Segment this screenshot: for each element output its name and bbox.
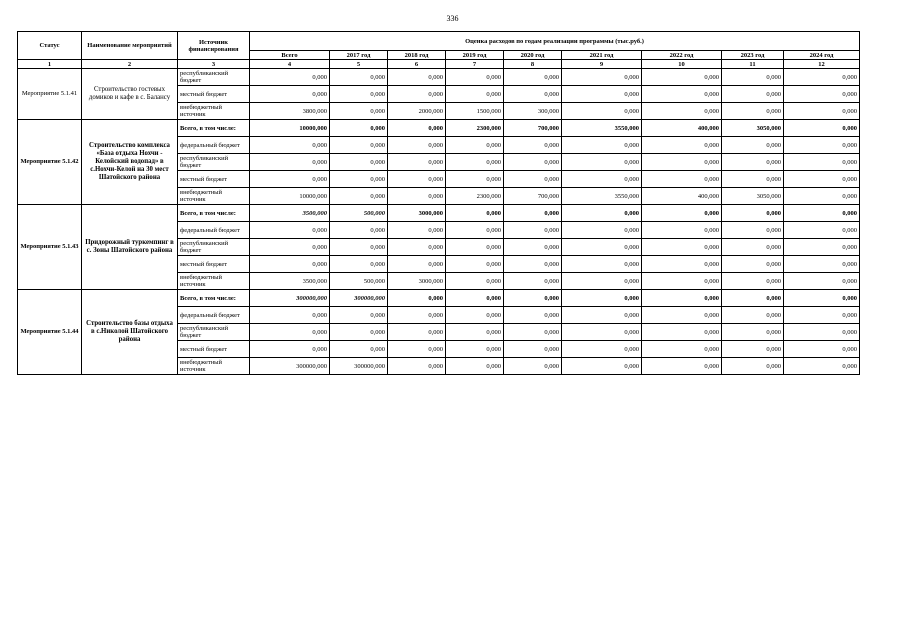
- value-cell: 0,000: [562, 256, 642, 273]
- funding-source-cell: внебюджетный источник: [178, 273, 250, 290]
- value-cell: 0,000: [250, 171, 330, 188]
- column-number: 12: [784, 60, 860, 69]
- header-status: Статус: [18, 32, 82, 60]
- value-cell: 0,000: [642, 205, 722, 222]
- value-cell: 0,000: [330, 307, 388, 324]
- column-number: 7: [446, 60, 504, 69]
- value-cell: 0,000: [250, 341, 330, 358]
- value-cell: 0,000: [250, 86, 330, 103]
- table-row: [18, 205, 860, 222]
- value-cell: 3000,000: [388, 205, 446, 222]
- value-cell: 0,000: [642, 256, 722, 273]
- value-cell: 0,000: [722, 256, 784, 273]
- value-cell: 0,000: [562, 205, 642, 222]
- value-cell: 300000,000: [330, 358, 388, 375]
- funding-source-cell: республиканский бюджет: [178, 154, 250, 171]
- value-cell: 400,000: [642, 120, 722, 137]
- value-cell: 0,000: [722, 307, 784, 324]
- value-cell: 0,000: [330, 341, 388, 358]
- value-cell: 0,000: [722, 103, 784, 120]
- header-name: Наименование мероприятий: [82, 32, 178, 60]
- value-cell: 0,000: [330, 239, 388, 256]
- value-cell: 0,000: [504, 273, 562, 290]
- value-cell: 0,000: [722, 154, 784, 171]
- value-cell: 3050,000: [722, 120, 784, 137]
- value-cell: 0,000: [330, 188, 388, 205]
- value-cell: 0,000: [504, 358, 562, 375]
- value-cell: 0,000: [562, 239, 642, 256]
- table-row: [18, 290, 860, 307]
- value-cell: 0,000: [642, 86, 722, 103]
- value-cell: 0,000: [504, 137, 562, 154]
- column-number: 10: [642, 60, 722, 69]
- status-cell: Мероприятие 5.1.44: [18, 290, 82, 375]
- column-number: 6: [388, 60, 446, 69]
- value-cell: 0,000: [562, 290, 642, 307]
- value-cell: 3050,000: [722, 188, 784, 205]
- header-year: 2023 год: [722, 51, 784, 60]
- value-cell: 0,000: [504, 324, 562, 341]
- value-cell: 10000,000: [250, 188, 330, 205]
- value-cell: 0,000: [388, 341, 446, 358]
- activity-name-cell: Строительство базы отдыха в с.Николой Шатойского района: [82, 290, 178, 375]
- funding-source-cell: республиканский бюджет: [178, 324, 250, 341]
- value-cell: 0,000: [642, 222, 722, 239]
- value-cell: 300,000: [504, 103, 562, 120]
- value-cell: 0,000: [446, 222, 504, 239]
- value-cell: 0,000: [330, 171, 388, 188]
- funding-source-cell: федеральный бюджет: [178, 137, 250, 154]
- value-cell: 0,000: [504, 256, 562, 273]
- funding-source-cell: местный бюджет: [178, 256, 250, 273]
- value-cell: 400,000: [642, 188, 722, 205]
- value-cell: 500,000: [330, 273, 388, 290]
- value-cell: 0,000: [388, 120, 446, 137]
- value-cell: 0,000: [642, 239, 722, 256]
- value-cell: 0,000: [722, 341, 784, 358]
- table-row: [18, 69, 860, 86]
- value-cell: 0,000: [504, 307, 562, 324]
- header-source: Источник финансирования: [178, 32, 250, 60]
- funding-source-cell: местный бюджет: [178, 86, 250, 103]
- value-cell: 3500,000: [250, 273, 330, 290]
- value-cell: 0,000: [784, 358, 860, 375]
- activity-name-cell: Строительство гостевых домиков и кафе в с. Балансу: [82, 69, 178, 120]
- column-numbers-row: [18, 60, 860, 69]
- funding-source-cell: федеральный бюджет: [178, 307, 250, 324]
- header-year: 2018 год: [388, 51, 446, 60]
- value-cell: 0,000: [784, 171, 860, 188]
- value-cell: 0,000: [642, 290, 722, 307]
- value-cell: 0,000: [784, 86, 860, 103]
- funding-source-cell: местный бюджет: [178, 341, 250, 358]
- value-cell: 0,000: [784, 307, 860, 324]
- value-cell: 0,000: [446, 290, 504, 307]
- value-cell: 0,000: [642, 341, 722, 358]
- activity-name-cell: Придорожный туркемпинг в с. Зоны Шатойского района: [82, 205, 178, 290]
- value-cell: 0,000: [562, 324, 642, 341]
- header-estimate: Оценка расходов по годам реализации программы (тыс.руб.): [250, 32, 860, 51]
- value-cell: 0,000: [722, 290, 784, 307]
- value-cell: 0,000: [330, 256, 388, 273]
- value-cell: 0,000: [330, 69, 388, 86]
- value-cell: 0,000: [562, 137, 642, 154]
- value-cell: 0,000: [330, 120, 388, 137]
- value-cell: 0,000: [250, 239, 330, 256]
- value-cell: 0,000: [504, 86, 562, 103]
- value-cell: 0,000: [642, 103, 722, 120]
- value-cell: 700,000: [504, 120, 562, 137]
- status-cell: Мероприятие 5.1.43: [18, 205, 82, 290]
- value-cell: 0,000: [562, 358, 642, 375]
- value-cell: 0,000: [330, 222, 388, 239]
- column-number: 3: [178, 60, 250, 69]
- value-cell: 0,000: [722, 137, 784, 154]
- value-cell: 0,000: [388, 290, 446, 307]
- value-cell: 0,000: [250, 69, 330, 86]
- value-cell: 0,000: [446, 171, 504, 188]
- value-cell: 0,000: [642, 273, 722, 290]
- header-year: 2021 год: [562, 51, 642, 60]
- funding-source-cell: Всего, в том числе:: [178, 290, 250, 307]
- value-cell: 0,000: [330, 324, 388, 341]
- value-cell: 2300,000: [446, 120, 504, 137]
- value-cell: 2000,000: [388, 103, 446, 120]
- value-cell: 0,000: [388, 222, 446, 239]
- value-cell: 0,000: [446, 239, 504, 256]
- value-cell: 3500,000: [250, 205, 330, 222]
- value-cell: 3550,000: [562, 188, 642, 205]
- value-cell: 0,000: [784, 69, 860, 86]
- value-cell: 0,000: [446, 86, 504, 103]
- value-cell: 0,000: [642, 154, 722, 171]
- value-cell: 0,000: [784, 341, 860, 358]
- value-cell: 500,000: [330, 205, 388, 222]
- activity-name-cell: Строительство комплекса «База отдыха Нохчи - Келойский водопад» в с.Нохчи-Келой на 30 мест Шатойского района: [82, 120, 178, 205]
- value-cell: 0,000: [784, 120, 860, 137]
- value-cell: 0,000: [784, 188, 860, 205]
- value-cell: 0,000: [784, 222, 860, 239]
- column-number: 2: [82, 60, 178, 69]
- column-number: 4: [250, 60, 330, 69]
- value-cell: 0,000: [388, 256, 446, 273]
- header-year: 2022 год: [642, 51, 722, 60]
- value-cell: 1500,000: [446, 103, 504, 120]
- value-cell: 0,000: [784, 256, 860, 273]
- value-cell: 0,000: [784, 154, 860, 171]
- value-cell: 0,000: [446, 137, 504, 154]
- value-cell: 3000,000: [388, 273, 446, 290]
- value-cell: 0,000: [504, 290, 562, 307]
- column-number: 8: [504, 60, 562, 69]
- value-cell: 0,000: [722, 273, 784, 290]
- value-cell: 0,000: [784, 205, 860, 222]
- column-number: 1: [18, 60, 82, 69]
- value-cell: 0,000: [446, 69, 504, 86]
- funding-source-cell: внебюджетный источник: [178, 358, 250, 375]
- value-cell: 0,000: [446, 358, 504, 375]
- value-cell: 0,000: [562, 341, 642, 358]
- value-cell: 0,000: [446, 324, 504, 341]
- value-cell: 0,000: [722, 205, 784, 222]
- value-cell: 700,000: [504, 188, 562, 205]
- value-cell: 0,000: [388, 324, 446, 341]
- value-cell: 0,000: [250, 222, 330, 239]
- value-cell: 0,000: [504, 222, 562, 239]
- value-cell: 0,000: [388, 171, 446, 188]
- value-cell: 0,000: [330, 154, 388, 171]
- value-cell: 0,000: [330, 86, 388, 103]
- value-cell: 0,000: [722, 324, 784, 341]
- table-row: [18, 120, 860, 137]
- value-cell: 2300,000: [446, 188, 504, 205]
- value-cell: 0,000: [642, 324, 722, 341]
- value-cell: 0,000: [388, 188, 446, 205]
- value-cell: 0,000: [388, 307, 446, 324]
- value-cell: 0,000: [446, 273, 504, 290]
- budget-table: [17, 31, 860, 375]
- value-cell: 300000,000: [250, 358, 330, 375]
- funding-source-cell: внебюджетный источник: [178, 188, 250, 205]
- value-cell: 0,000: [562, 86, 642, 103]
- value-cell: 0,000: [722, 171, 784, 188]
- status-cell: Мероприятие 5.1.42: [18, 120, 82, 205]
- value-cell: 0,000: [250, 256, 330, 273]
- value-cell: 0,000: [330, 103, 388, 120]
- value-cell: 0,000: [562, 307, 642, 324]
- value-cell: 0,000: [784, 273, 860, 290]
- value-cell: 0,000: [642, 69, 722, 86]
- value-cell: 0,000: [446, 341, 504, 358]
- header-year: 2020 год: [504, 51, 562, 60]
- funding-source-cell: республиканский бюджет: [178, 239, 250, 256]
- value-cell: 0,000: [562, 154, 642, 171]
- value-cell: 300000,000: [330, 290, 388, 307]
- value-cell: 300000,000: [250, 290, 330, 307]
- value-cell: 0,000: [388, 69, 446, 86]
- value-cell: 0,000: [504, 341, 562, 358]
- value-cell: 0,000: [504, 154, 562, 171]
- value-cell: 0,000: [446, 154, 504, 171]
- status-cell: Мероприятие 5.1.41: [18, 69, 82, 120]
- funding-source-cell: республиканский бюджет: [178, 69, 250, 86]
- value-cell: 0,000: [722, 239, 784, 256]
- value-cell: 0,000: [330, 137, 388, 154]
- value-cell: 0,000: [722, 69, 784, 86]
- value-cell: 0,000: [250, 324, 330, 341]
- header-year: 2019 год: [446, 51, 504, 60]
- funding-source-cell: Всего, в том числе:: [178, 205, 250, 222]
- value-cell: 10000,000: [250, 120, 330, 137]
- value-cell: 0,000: [388, 86, 446, 103]
- value-cell: 0,000: [504, 239, 562, 256]
- funding-source-cell: Всего, в том числе:: [178, 120, 250, 137]
- column-number: 5: [330, 60, 388, 69]
- value-cell: 0,000: [388, 239, 446, 256]
- header-year: 2017 год: [330, 51, 388, 60]
- value-cell: 0,000: [388, 137, 446, 154]
- value-cell: 0,000: [642, 358, 722, 375]
- funding-source-cell: федеральный бюджет: [178, 222, 250, 239]
- value-cell: 0,000: [784, 239, 860, 256]
- funding-source-cell: местный бюджет: [178, 171, 250, 188]
- value-cell: 0,000: [504, 171, 562, 188]
- value-cell: 0,000: [562, 171, 642, 188]
- value-cell: 0,000: [250, 137, 330, 154]
- value-cell: 0,000: [784, 103, 860, 120]
- value-cell: 3550,000: [562, 120, 642, 137]
- column-number: 9: [562, 60, 642, 69]
- header-year: 2024 год: [784, 51, 860, 60]
- value-cell: 0,000: [388, 154, 446, 171]
- value-cell: 0,000: [784, 324, 860, 341]
- value-cell: 0,000: [446, 205, 504, 222]
- header-year: Всего: [250, 51, 330, 60]
- funding-source-cell: внебюджетный источник: [178, 103, 250, 120]
- value-cell: 0,000: [250, 154, 330, 171]
- value-cell: 0,000: [722, 358, 784, 375]
- value-cell: 0,000: [446, 307, 504, 324]
- value-cell: 0,000: [642, 307, 722, 324]
- value-cell: 0,000: [504, 205, 562, 222]
- value-cell: 0,000: [562, 103, 642, 120]
- value-cell: 0,000: [722, 86, 784, 103]
- value-cell: 0,000: [562, 69, 642, 86]
- value-cell: 0,000: [784, 290, 860, 307]
- value-cell: 3800,000: [250, 103, 330, 120]
- column-number: 11: [722, 60, 784, 69]
- value-cell: 0,000: [562, 273, 642, 290]
- value-cell: 0,000: [388, 358, 446, 375]
- value-cell: 0,000: [642, 137, 722, 154]
- value-cell: 0,000: [504, 69, 562, 86]
- value-cell: 0,000: [562, 222, 642, 239]
- value-cell: 0,000: [722, 222, 784, 239]
- value-cell: 0,000: [784, 137, 860, 154]
- value-cell: 0,000: [642, 171, 722, 188]
- page-number: 336: [446, 14, 459, 23]
- value-cell: 0,000: [250, 307, 330, 324]
- value-cell: 0,000: [446, 256, 504, 273]
